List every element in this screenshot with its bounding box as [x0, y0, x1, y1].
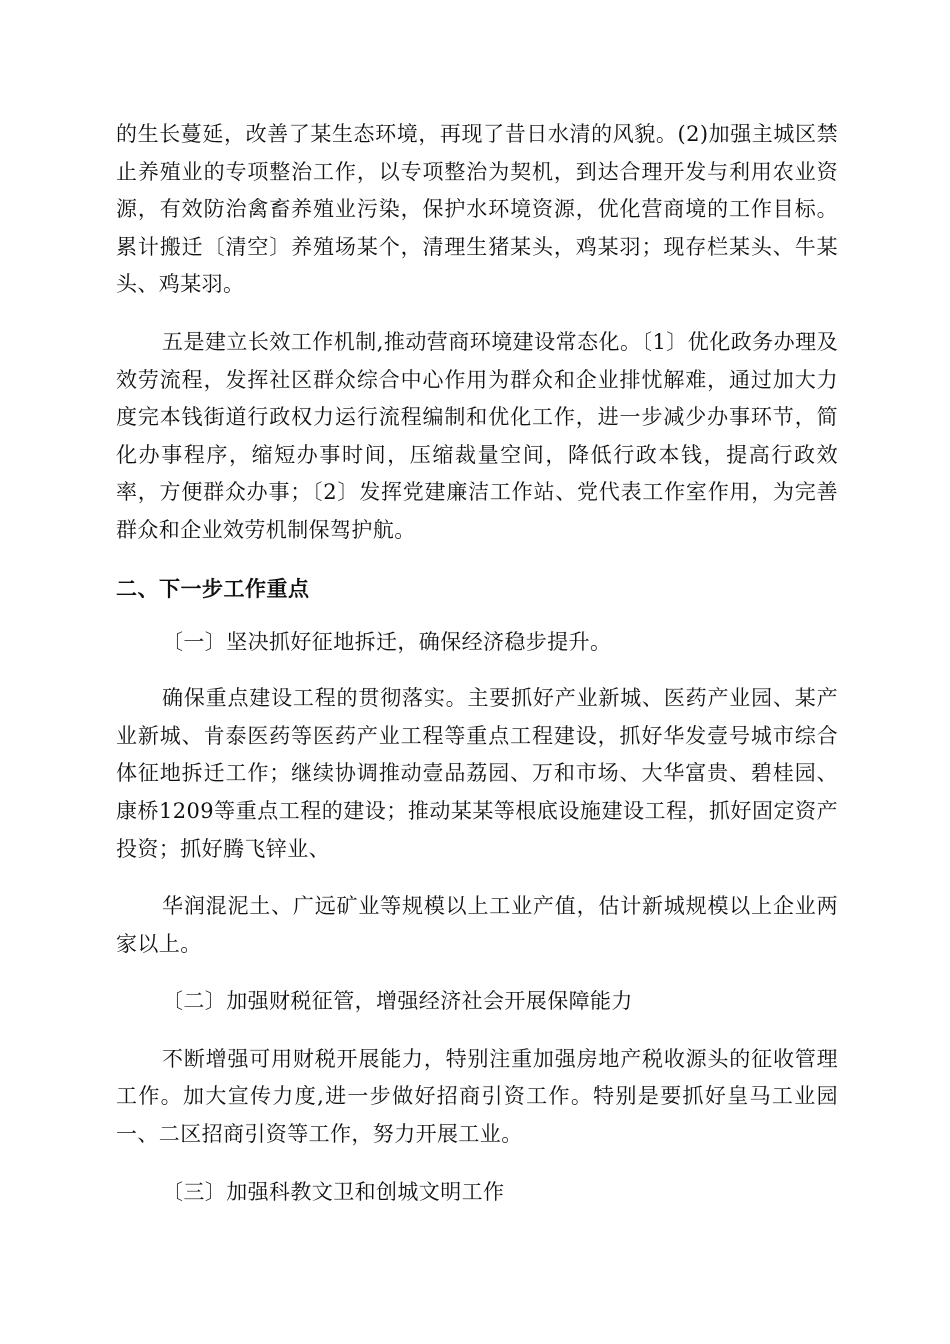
- paragraph-key-projects: 确保重点建设工程的贯彻落实。主要抓好产业新城、医药产业园、某产业新城、肯泰医药等医药产业工程等重点工程建设，抓好华发壹号城市综合体征地拆迁工作；继续协调推动壹品荔园、万和市场、大华富贵、碧桂园、康桥1209等重点工程的建设；推动某某等根底设施建设工程，抓好固定资产投资；抓好腾飞锌业、: [116, 686, 838, 861]
- paragraph-industrial-output: 华润混泥土、广远矿业等规模以上工业产值，估计新城规模以上企业两家以上。: [116, 894, 838, 956]
- subheading-3: 〔三〕加强科教文卫和创城文明工作: [162, 1179, 505, 1204]
- subheading-1: 〔一〕坚决抓好征地拆迁，确保经济稳步提升。: [162, 629, 612, 654]
- section-heading: 二、下一步工作重点: [116, 576, 310, 601]
- paragraph-continued: 的生长蔓延，改善了某生态环境，再现了昔日水清的风貌。(2)加强主城区禁止养殖业的专项整治工作，以专项整治为契机，到达合理开发与利用农业资源，有效防治禽畜养殖业污染，保护水环境资源，优化营商境的工作目标。累计搬迁〔清空〕养殖场某个，清理生猪某头，鸡某羽；现存栏某头、牛某头、鸡某羽。: [116, 122, 838, 297]
- document-body: [116, 116, 838, 1211]
- paragraph-tax-collection: 不断增强可用财税开展能力，特别注重加强房地产税收源头的征收管理工作。加大宣传力度,进一步做好招商引资工作。特别是要抓好皇马工业园一、二区招商引资等工作，努力开展工业。: [116, 1046, 838, 1147]
- subheading-2: 〔二〕加强财税征管，增强经济社会开展保障能力: [162, 989, 633, 1014]
- paragraph-long-term-mechanism: 五是建立长效工作机制,推动营商环境建设常态化。〔1〕优化政务办理及效劳流程，发挥社区群众综合中心作用为群众和企业排忧解难，通过加大力度完本钱街道行政权力运行流程编制和优化工作，进一步减少办事环节，简化办事程序，缩短办事时间，压缩裁量空间，降低行政本钱，提高行政效率，方便群众办事；〔2〕发挥党建廉洁工作站、党代表工作室作用，为完善群众和企业效劳机制保驾护航。: [116, 329, 838, 542]
